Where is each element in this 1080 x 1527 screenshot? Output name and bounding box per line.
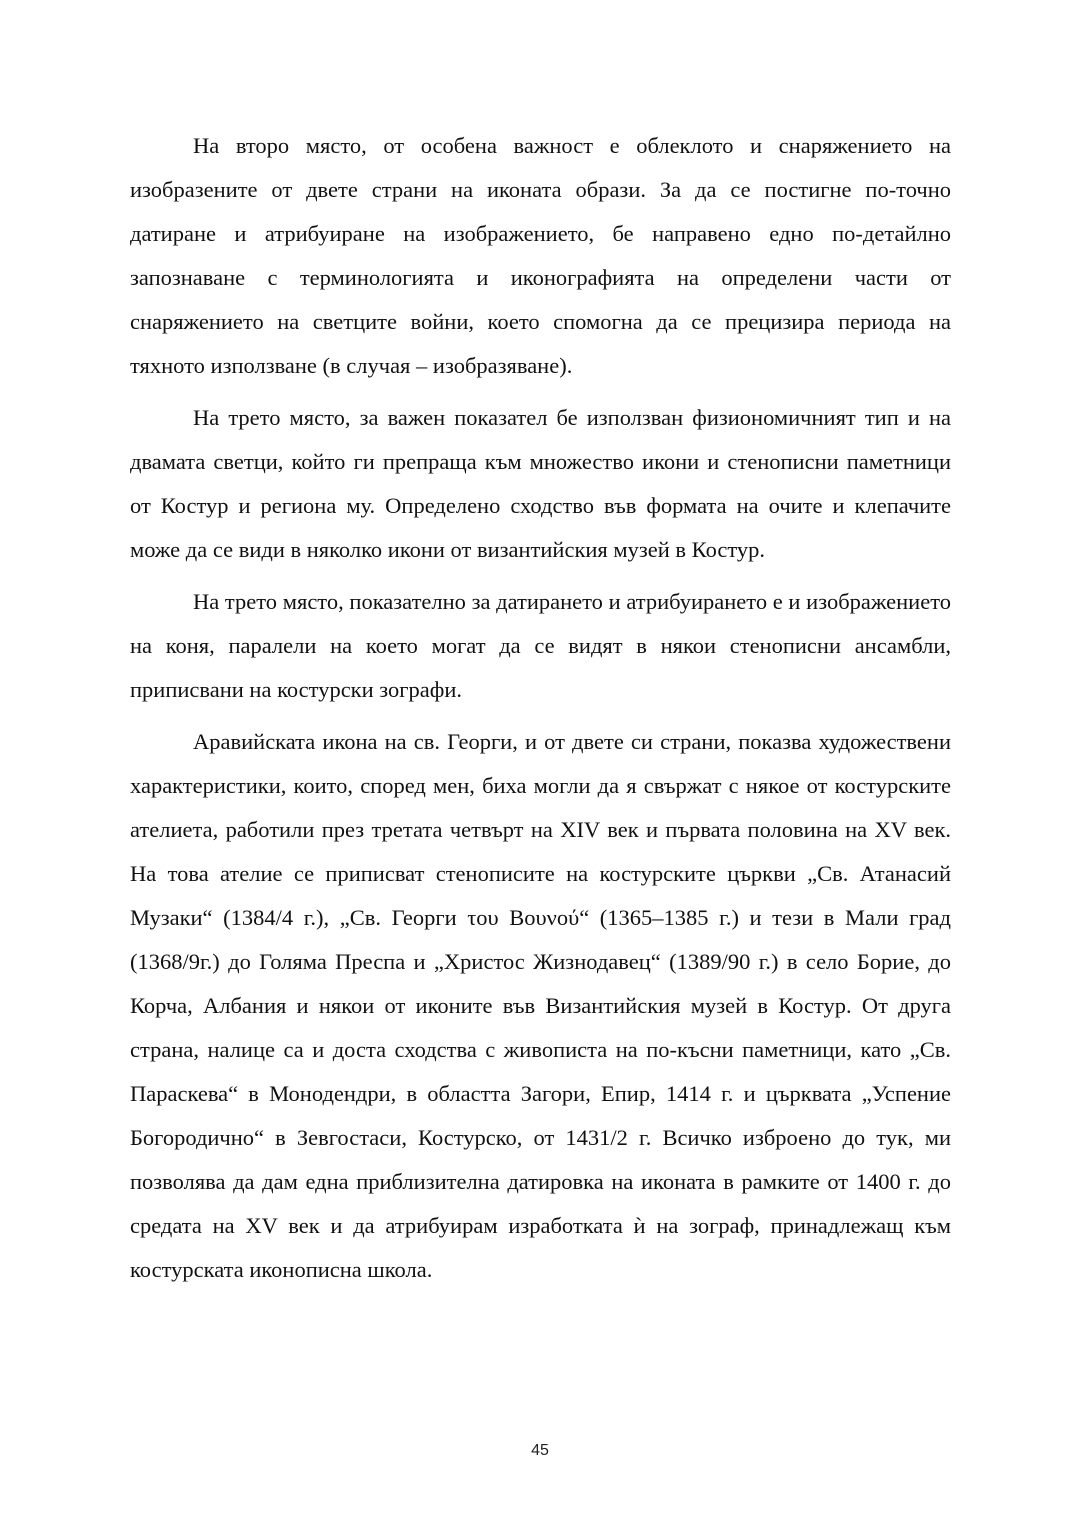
paragraph-3: На трето място, показателно за датирането и атрибуирането е и изображението на коня, паралели на което могат да се видят в някои стенописни ансамбли, приписвани на костурски зографи. [130, 589, 951, 702]
page-number: 45 [531, 1442, 549, 1459]
body-text [130, 124, 951, 1300]
paragraph-4: Аравийската икона на св. Георги, и от двете си страни, показва художествени характеристики, които, според мен, биха могли да я свържат с някое от костурските ателиета, работили през третата четвърт на XIV век и първата половина на XV век. На това ателие се приписват стенописите на костурските църкви „Св. Атанасий Музаки“ (1384/4 г.), „Св. Георги τoυ Βουνού“ (1365–1385 г.) и тези в Мали град (1368/9г.) до Голяма Преспа и „Христос Жизнодавец“ (1389/90 г.) в село Борие, до Корча, Албания и някои от иконите във Византийския музей в Костур. От друга страна, налице са и доста сходства с живописта на по-късни паметници, като „Св. Параскева“ в Монодендри, в областта Загори, Епир, 1414 г. и църквата „Успение Богородично“ в Зевгостаси, Костурско, от 1431/2 г. Всичко изброено до тук, ми позволява да дам една приблизителна датировка на иконата в рамките от 1400 г. до средата на XV век и да атрибуирам изработката ѝ на зограф, принадлежащ към костурската иконописна школа. [130, 729, 951, 1282]
paragraph-1: На второ място, от особена важност е облеклото и снаряжението на изобразените от двете страни на иконата образи. За да се постигне по-точно датиране и атрибуиране на изображението, бе направено едно по-детайлно запознаване с терминологията и иконографията на определени части от снаряжението на светците войни, което спомогна да се прецизира периода на тяхното използване (в случая – изобразяване). [130, 133, 951, 378]
paragraph-2: На трето място, за важен показател бе използван физиономичният тип и на двамата светци, който ги препраща към множество икони и стенописни паметници от Костур и региона му. Определено сходство във формата на очите и клепачите може да се види в няколко икони от византийския музей в Костур. [130, 405, 951, 562]
